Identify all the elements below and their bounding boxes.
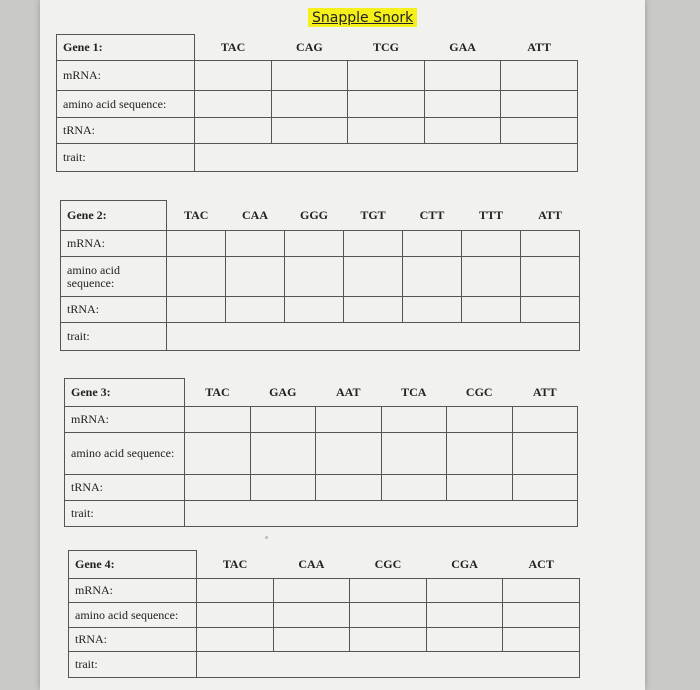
trait-label: trait: — [65, 501, 185, 527]
blank-cell[interactable] — [250, 475, 316, 501]
mrna-label: mRNA: — [57, 61, 195, 91]
blank-cell[interactable] — [521, 257, 580, 297]
mrna-label: mRNA: — [65, 407, 185, 433]
blank-cell[interactable] — [503, 603, 580, 628]
blank-cell[interactable] — [197, 628, 274, 652]
codon-cell: GAG — [250, 379, 316, 407]
blank-cell[interactable] — [521, 297, 580, 323]
codon-cell: TAC — [195, 35, 272, 61]
codon-cell: CAG — [271, 35, 348, 61]
blank-cell[interactable] — [185, 407, 251, 433]
blank-cell[interactable] — [350, 579, 427, 603]
blank-cell[interactable] — [273, 628, 350, 652]
codon-cell: GGG — [285, 201, 344, 231]
mrna-label: mRNA: — [69, 579, 197, 603]
trna-label: tRNA: — [69, 628, 197, 652]
gene-1-table — [56, 34, 578, 172]
worksheet-page — [40, 0, 645, 690]
codon-cell: CAA — [226, 201, 285, 231]
amino-acid-label: amino acid sequence: — [57, 91, 195, 118]
blank-cell[interactable] — [426, 628, 503, 652]
gene-2-table — [60, 200, 580, 351]
blank-cell[interactable] — [344, 257, 403, 297]
blank-cell[interactable] — [348, 118, 425, 144]
codon-cell: TCA — [381, 379, 447, 407]
blank-cell[interactable] — [503, 579, 580, 603]
codon-cell: CGA — [426, 551, 503, 579]
blank-cell[interactable] — [424, 118, 501, 144]
trait-label: trait: — [69, 652, 197, 678]
codon-cell: CGC — [447, 379, 513, 407]
blank-cell[interactable] — [285, 231, 344, 257]
blank-cell[interactable] — [447, 407, 513, 433]
blank-cell[interactable] — [381, 407, 447, 433]
blank-cell[interactable] — [381, 475, 447, 501]
blank-cell[interactable] — [501, 61, 578, 91]
mrna-label: mRNA: — [61, 231, 167, 257]
blank-cell[interactable] — [462, 297, 521, 323]
codon-cell: CGC — [350, 551, 427, 579]
codon-cell: ATT — [512, 379, 578, 407]
amino-acid-label: amino acid sequence: — [65, 433, 185, 475]
blank-cell[interactable] — [344, 297, 403, 323]
blank-cell[interactable] — [185, 433, 251, 475]
blank-cell[interactable] — [426, 603, 503, 628]
trna-label: tRNA: — [61, 297, 167, 323]
blank-cell[interactable] — [348, 61, 425, 91]
blank-cell[interactable] — [447, 475, 513, 501]
trait-cell[interactable] — [195, 144, 578, 172]
blank-cell[interactable] — [167, 231, 226, 257]
blank-cell[interactable] — [344, 231, 403, 257]
codon-cell: TAC — [197, 551, 274, 579]
blank-cell[interactable] — [285, 257, 344, 297]
blank-cell[interactable] — [273, 579, 350, 603]
blank-cell[interactable] — [226, 297, 285, 323]
blank-cell[interactable] — [185, 475, 251, 501]
blank-cell[interactable] — [273, 603, 350, 628]
blank-cell[interactable] — [403, 297, 462, 323]
trait-cell[interactable] — [197, 652, 580, 678]
amino-acid-label: amino acid sequence: — [61, 257, 167, 297]
blank-cell[interactable] — [167, 257, 226, 297]
blank-cell[interactable] — [250, 407, 316, 433]
blank-cell[interactable] — [403, 231, 462, 257]
blank-cell[interactable] — [512, 407, 578, 433]
blank-cell[interactable] — [195, 91, 272, 118]
gene-2-label: Gene 2: — [61, 201, 167, 231]
blank-cell[interactable] — [462, 257, 521, 297]
codon-cell: TTT — [462, 201, 521, 231]
blank-cell[interactable] — [195, 118, 272, 144]
blank-cell[interactable] — [226, 257, 285, 297]
trna-label: tRNA: — [57, 118, 195, 144]
blank-cell[interactable] — [197, 603, 274, 628]
blank-cell[interactable] — [197, 579, 274, 603]
blank-cell[interactable] — [316, 407, 382, 433]
gene-4-label: Gene 4: — [69, 551, 197, 579]
codon-cell: ATT — [501, 35, 578, 61]
trait-label: trait: — [57, 144, 195, 172]
amino-acid-label: amino acid sequence: — [69, 603, 197, 628]
blank-cell[interactable] — [501, 118, 578, 144]
smudge-dot — [265, 536, 268, 539]
trna-label: tRNA: — [65, 475, 185, 501]
codon-cell: ATT — [521, 201, 580, 231]
blank-cell[interactable] — [167, 297, 226, 323]
blank-cell[interactable] — [501, 91, 578, 118]
blank-cell[interactable] — [250, 433, 316, 475]
blank-cell[interactable] — [316, 433, 382, 475]
worksheet-title: Snapple Snork — [308, 8, 417, 27]
blank-cell[interactable] — [462, 231, 521, 257]
trait-cell[interactable] — [167, 323, 580, 351]
blank-cell[interactable] — [316, 475, 382, 501]
codon-cell: CAA — [273, 551, 350, 579]
trait-label: trait: — [61, 323, 167, 351]
blank-cell[interactable] — [350, 628, 427, 652]
blank-cell[interactable] — [403, 257, 462, 297]
gene-1-label: Gene 1: — [57, 35, 195, 61]
blank-cell[interactable] — [512, 433, 578, 475]
trait-cell[interactable] — [185, 501, 578, 527]
gene-4-table — [68, 550, 580, 678]
codon-cell: ACT — [503, 551, 580, 579]
blank-cell[interactable] — [271, 118, 348, 144]
codon-cell: TAC — [167, 201, 226, 231]
blank-cell[interactable] — [426, 579, 503, 603]
codon-cell: CTT — [403, 201, 462, 231]
blank-cell[interactable] — [271, 91, 348, 118]
blank-cell[interactable] — [447, 433, 513, 475]
blank-cell[interactable] — [503, 628, 580, 652]
blank-cell[interactable] — [271, 61, 348, 91]
blank-cell[interactable] — [285, 297, 344, 323]
gene-3-table — [64, 378, 578, 527]
blank-cell[interactable] — [521, 231, 580, 257]
codon-cell: TCG — [348, 35, 425, 61]
blank-cell[interactable] — [512, 475, 578, 501]
blank-cell[interactable] — [195, 61, 272, 91]
blank-cell[interactable] — [226, 231, 285, 257]
blank-cell[interactable] — [350, 603, 427, 628]
gene-3-label: Gene 3: — [65, 379, 185, 407]
codon-cell: TAC — [185, 379, 251, 407]
blank-cell[interactable] — [381, 433, 447, 475]
codon-cell: AAT — [316, 379, 382, 407]
codon-cell: GAA — [424, 35, 501, 61]
blank-cell[interactable] — [348, 91, 425, 118]
blank-cell[interactable] — [424, 61, 501, 91]
blank-cell[interactable] — [424, 91, 501, 118]
codon-cell: TGT — [344, 201, 403, 231]
